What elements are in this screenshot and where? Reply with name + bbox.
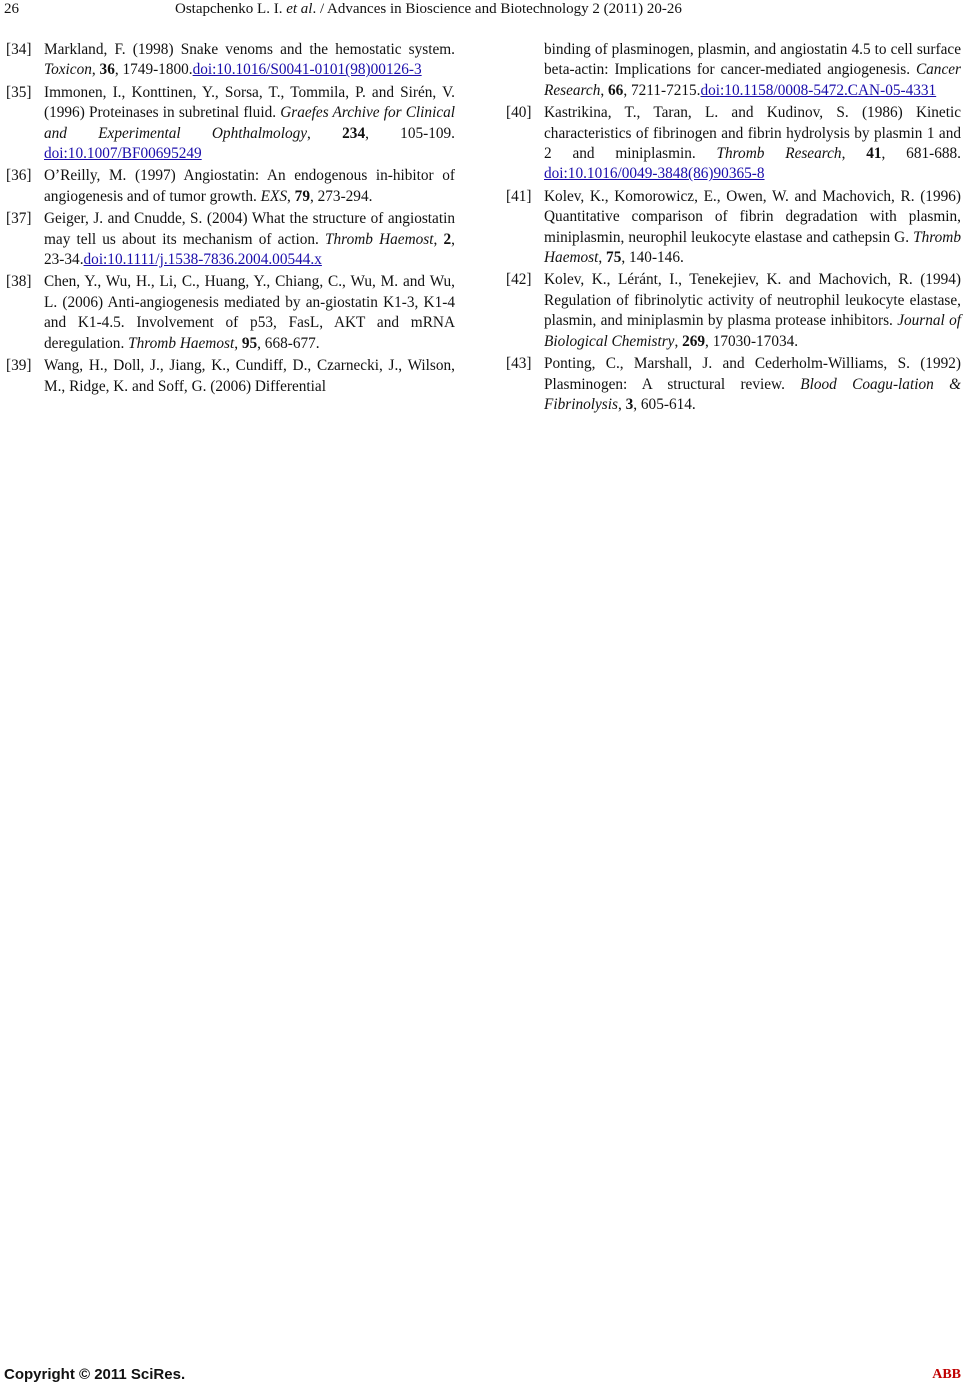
reference-pages: , 105-109. bbox=[365, 124, 455, 142]
reference-text bbox=[44, 166, 455, 207]
reference-separator: , bbox=[674, 332, 683, 350]
reference-number: [39] bbox=[6, 357, 32, 375]
reference-journal: Thromb Haemost bbox=[544, 228, 961, 267]
references-left-column bbox=[6, 40, 455, 397]
reference-entry bbox=[506, 187, 961, 269]
journal-abbreviation: ABB bbox=[932, 1367, 961, 1382]
reference-authors-title: Kastrikina, T., Taran, L. and Kudinov, S. (1986) Kinetic characteristics of fibrinogen and fibrin hydrolysis by plasmin 1 and 2 and miniplasmin. bbox=[544, 104, 961, 163]
reference-text bbox=[44, 209, 455, 270]
reference-volume: 36 bbox=[99, 61, 115, 79]
reference-volume: 79 bbox=[294, 187, 310, 205]
reference-separator: , bbox=[234, 334, 242, 352]
reference-number: [40] bbox=[506, 104, 532, 122]
reference-number: [42] bbox=[506, 271, 532, 289]
reference-pages: , 273-294. bbox=[309, 187, 373, 205]
reference-authors-title: binding of plasminogen, plasmin, and angiostatin 4.5 to cell surface beta-actin: Implications for cancer-mediated angiogenesis. bbox=[544, 41, 961, 79]
page-footer bbox=[0, 1364, 965, 1386]
reference-entry bbox=[506, 103, 961, 185]
reference-volume: 75 bbox=[606, 249, 622, 267]
reference-separator: , bbox=[91, 61, 100, 79]
reference-text bbox=[44, 272, 455, 354]
reference-separator: , bbox=[841, 145, 867, 163]
reference-doi-link[interactable]: doi:10.1007/BF00695249 bbox=[44, 145, 202, 163]
reference-entry bbox=[6, 356, 455, 397]
reference-separator: , bbox=[433, 230, 444, 248]
reference-entry bbox=[506, 354, 961, 415]
reference-separator: , bbox=[307, 124, 343, 142]
reference-authors-title: Immonen, I., Konttinen, Y., Sorsa, T., Tommila, P. and Sirén, V. (1996) Proteinases in subretinal fluid. bbox=[44, 83, 455, 122]
reference-journal: EXS bbox=[260, 187, 288, 205]
reference-text bbox=[544, 40, 961, 101]
reference-text bbox=[544, 270, 961, 352]
reference-authors-title: Geiger, J. and Cnudde, S. (2004) What the structure of angiostatin may tell us about its mechanism of action. bbox=[44, 210, 455, 248]
reference-volume: 3 bbox=[625, 395, 634, 413]
reference-journal: Journal of Biological Chemistry bbox=[544, 312, 962, 350]
reference-number: [43] bbox=[506, 355, 532, 373]
reference-journal: Cancer Research bbox=[544, 61, 961, 99]
page-number: 26 bbox=[4, 1, 19, 17]
reference-volume: 95 bbox=[241, 334, 258, 352]
reference-number: [35] bbox=[6, 83, 32, 101]
reference-volume: 41 bbox=[866, 145, 882, 163]
reference-pages: , 681-688. bbox=[881, 145, 961, 163]
running-head-etal: et al bbox=[286, 1, 313, 17]
reference-doi-link[interactable]: doi:10.1158/0008-5472.CAN-05-4331 bbox=[700, 81, 937, 99]
copyright-notice: Copyright © 2011 SciRes. bbox=[4, 1366, 186, 1383]
reference-separator: , bbox=[598, 249, 607, 267]
running-head-rest: . / Advances in Bioscience and Biotechnology 2 (2011) 20-26 bbox=[312, 1, 682, 17]
reference-journal: Thromb Haemost bbox=[325, 230, 434, 248]
reference-text bbox=[44, 83, 455, 165]
reference-pages: , 17030-17034. bbox=[705, 332, 799, 350]
reference-pages: , 605-614. bbox=[633, 395, 696, 413]
reference-number: [36] bbox=[6, 167, 32, 185]
reference-entry bbox=[6, 272, 455, 354]
reference-doi-link[interactable]: doi:10.1016/S0041-0101(98)00126-3 bbox=[192, 61, 422, 79]
reference-entry bbox=[6, 83, 455, 165]
reference-pages: , 23-34. bbox=[44, 230, 455, 269]
reference-separator: , bbox=[600, 81, 609, 99]
reference-separator: , bbox=[287, 187, 295, 205]
reference-journal: Thromb Haemost bbox=[128, 334, 235, 352]
reference-journal: Toxicon bbox=[44, 61, 92, 79]
reference-doi-link[interactable]: doi:10.1016/0049-3848(86)90365-8 bbox=[544, 165, 765, 183]
reference-text bbox=[544, 103, 961, 185]
reference-text bbox=[44, 40, 455, 81]
reference-text bbox=[544, 187, 961, 269]
reference-volume: 269 bbox=[682, 332, 706, 350]
reference-separator: , bbox=[617, 395, 626, 413]
reference-volume: 234 bbox=[342, 124, 366, 142]
reference-pages: , 668-677. bbox=[257, 334, 320, 352]
running-head-text bbox=[175, 1, 682, 18]
reference-pages: , 7211-7215. bbox=[623, 81, 701, 99]
reference-entry bbox=[6, 40, 455, 81]
reference-authors-title: Markland, F. (1998) Snake venoms and the hemostatic system. bbox=[44, 41, 455, 58]
reference-entry bbox=[6, 166, 455, 207]
reference-number: [41] bbox=[506, 187, 532, 205]
reference-authors-title: Ponting, C., Marshall, J. and Cederholm-Williams, S. (1992) Plasminogen: A structural review. bbox=[544, 355, 961, 393]
reference-pages: , 1749-1800. bbox=[114, 61, 193, 79]
reference-volume: 66 bbox=[608, 81, 624, 99]
reference-text bbox=[44, 356, 455, 397]
reference-authors-title: Kolev, K., Komorowicz, E., Owen, W. and Machovich, R. (1996) Quantitative comparison of fibrin degradation with plasmin, miniplasmin, neurophil leukocyte elastase and cathepsin G. bbox=[544, 187, 961, 246]
reference-entry bbox=[506, 270, 961, 352]
reference-authors-title: Wang, H., Doll, J., Jiang, K., Cundiff, D., Czarnecki, J., Wilson, M., Ridge, K. and Soff, G. (2006) Differential bbox=[44, 357, 455, 395]
reference-entry bbox=[506, 40, 961, 101]
reference-doi-link[interactable]: doi:10.1111/j.1538-7836.2004.00544.x bbox=[83, 251, 322, 269]
reference-authors-title: Kolev, K., Léránt, I., Tenekejiev, K. and Machovich, R. (1994) Regulation of fibrinolytic activity of neutrophil leukocyte elastase, plasmin, and miniplasmin by plasma protease inhibitors. bbox=[544, 271, 961, 330]
reference-number: [34] bbox=[6, 41, 32, 58]
reference-entry bbox=[6, 209, 455, 270]
reference-number: [38] bbox=[6, 273, 32, 291]
reference-pages: , 140-146. bbox=[621, 249, 684, 267]
references-right-column bbox=[506, 40, 961, 415]
reference-authors-title: Chen, Y., Wu, H., Li, C., Huang, Y., Chiang, C., Wu, M. and Wu, L. (2006) Anti-angiogenesis mediated by an-giostatin K1-3, K1-4 and K1-4.5. Involvement of p53, FasL, AKT and mRNA deregulation. bbox=[44, 273, 455, 352]
reference-authors-title: O’Reilly, M. (1997) Angiostatin: An endogenous in-hibitor of angiogenesis and of tumor growth. bbox=[44, 167, 455, 205]
running-header bbox=[0, 0, 965, 24]
reference-journal: Thromb Research bbox=[716, 145, 842, 163]
running-head-authors: Ostapchenko L. I. bbox=[175, 1, 283, 17]
reference-number: [37] bbox=[6, 210, 32, 228]
reference-journal: Graefes Archive for Clinical and Experimental Ophthalmology bbox=[44, 104, 456, 142]
reference-text bbox=[544, 354, 961, 415]
reference-journal: Blood Coagu-lation & Fibrinolysis bbox=[544, 375, 961, 413]
reference-volume: 2 bbox=[443, 230, 452, 248]
